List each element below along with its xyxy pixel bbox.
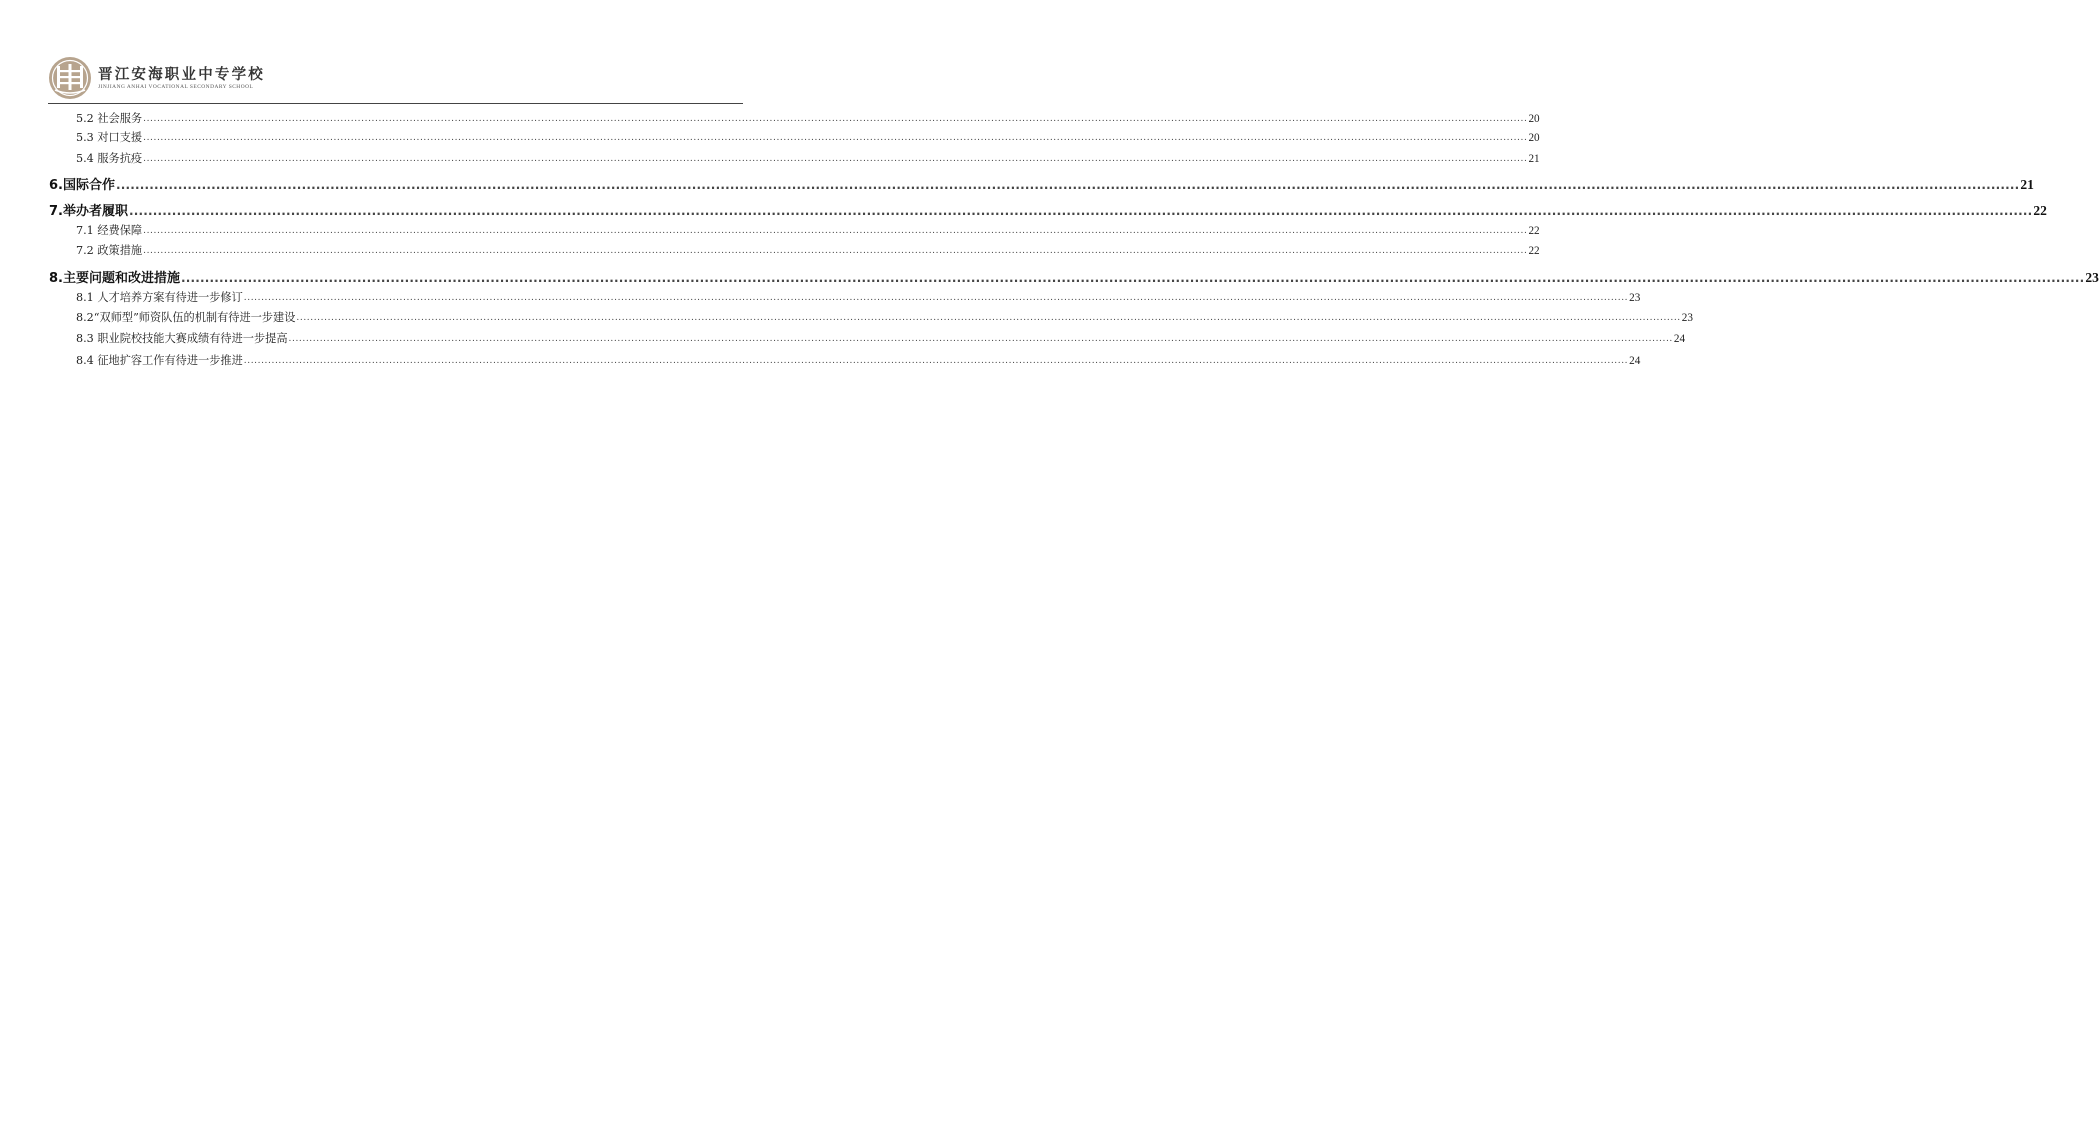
toc-dot-leader: ................................................................................................................................................................................................................................................................................................................................................................................................................ (115, 178, 2020, 192)
toc-entry-subsection[interactable] (76, 330, 1686, 346)
school-name-en: JINJIANG ANHAI VOCATIONAL SECONDARY SCHOOL (98, 84, 254, 90)
toc-dot-leader: ................................................................................................................................................................................................................................................................................................................................................................................................................ (143, 114, 1528, 124)
toc-page-number: 22 (1528, 225, 1540, 237)
toc-dot-leader: ................................................................................................................................................................................................................................................................................................................................................................................................................ (243, 293, 1629, 303)
toc-entry-section[interactable] (49, 200, 2047, 219)
toc-dot-leader: ................................................................................................................................................................................................................................................................................................................................................................................................................ (296, 313, 1681, 323)
toc-entry-title: 7.1 经费保障 (76, 224, 143, 237)
toc-page-number: 21 (2020, 177, 2034, 192)
toc-page-number: 24 (1629, 355, 1641, 367)
toc-page-number: 23 (1629, 292, 1641, 304)
toc-entry-title: 5.2 社会服务 (76, 112, 143, 125)
toc-dot-leader: ................................................................................................................................................................................................................................................................................................................................................................................................................ (243, 356, 1629, 366)
toc-entry-subsection[interactable] (76, 309, 1693, 325)
toc-dot-leader: ................................................................................................................................................................................................................................................................................................................................................................................................................ (128, 204, 2033, 218)
school-name-cn: 晋江安海职业中专学校 (98, 66, 265, 83)
toc-entry-title: 5.3 对口支援 (76, 131, 143, 144)
school-emblem-icon (48, 56, 92, 100)
toc-entry-title: 8.1 人才培养方案有待进一步修订 (76, 291, 243, 304)
toc-page-number: 23 (1681, 312, 1693, 324)
toc-entry-title: 7.举办者履职 (49, 204, 128, 219)
toc-entry-title: 8.主要问题和改进措施 (49, 271, 180, 286)
toc-dot-leader: ................................................................................................................................................................................................................................................................................................................................................................................................................ (288, 334, 1673, 344)
toc-entry-subsection[interactable] (76, 129, 1540, 145)
toc-page-number: 24 (1673, 333, 1686, 345)
toc-page-number: 22 (1528, 245, 1540, 257)
toc-entry-title: 7.2 政策措施 (76, 244, 143, 257)
toc-entry-subsection[interactable] (76, 352, 1641, 368)
toc-entry-title: 8.2“双师型”师资队伍的机制有待进一步建设 (76, 311, 296, 324)
toc-dot-leader: ................................................................................................................................................................................................................................................................................................................................................................................................................ (143, 154, 1528, 164)
toc-dot-leader: ................................................................................................................................................................................................................................................................................................................................................................................................................ (180, 271, 2085, 285)
toc-entry-subsection[interactable] (76, 150, 1540, 166)
toc-entry-title: 8.4 征地扩容工作有待进一步推进 (76, 354, 243, 367)
toc-entry-subsection[interactable] (76, 110, 1540, 126)
toc-entry-section[interactable] (49, 267, 2099, 286)
toc-entry-title: 8.3 职业院校技能大赛成绩有待进一步提高 (76, 332, 288, 345)
toc-entry-subsection[interactable] (76, 222, 1540, 238)
toc-page-number: 20 (1528, 113, 1540, 125)
toc-dot-leader: ................................................................................................................................................................................................................................................................................................................................................................................................................ (143, 246, 1528, 256)
toc-dot-leader: ................................................................................................................................................................................................................................................................................................................................................................................................................ (143, 226, 1528, 236)
toc-entry-title: 6.国际合作 (49, 178, 115, 193)
toc-entry-subsection[interactable] (76, 289, 1641, 305)
toc-entry-title: 5.4 服务抗疫 (76, 152, 143, 165)
toc-page-number: 22 (2033, 203, 2047, 218)
toc-page-number: 21 (1528, 153, 1540, 165)
header-divider (48, 103, 743, 104)
toc-entry-section[interactable] (49, 174, 2034, 193)
toc-dot-leader: ................................................................................................................................................................................................................................................................................................................................................................................................................ (143, 133, 1528, 143)
toc-page-number: 20 (1528, 132, 1540, 144)
toc-entry-subsection[interactable] (76, 242, 1540, 258)
toc-page-number: 23 (2085, 270, 2099, 285)
page-header (48, 56, 738, 102)
